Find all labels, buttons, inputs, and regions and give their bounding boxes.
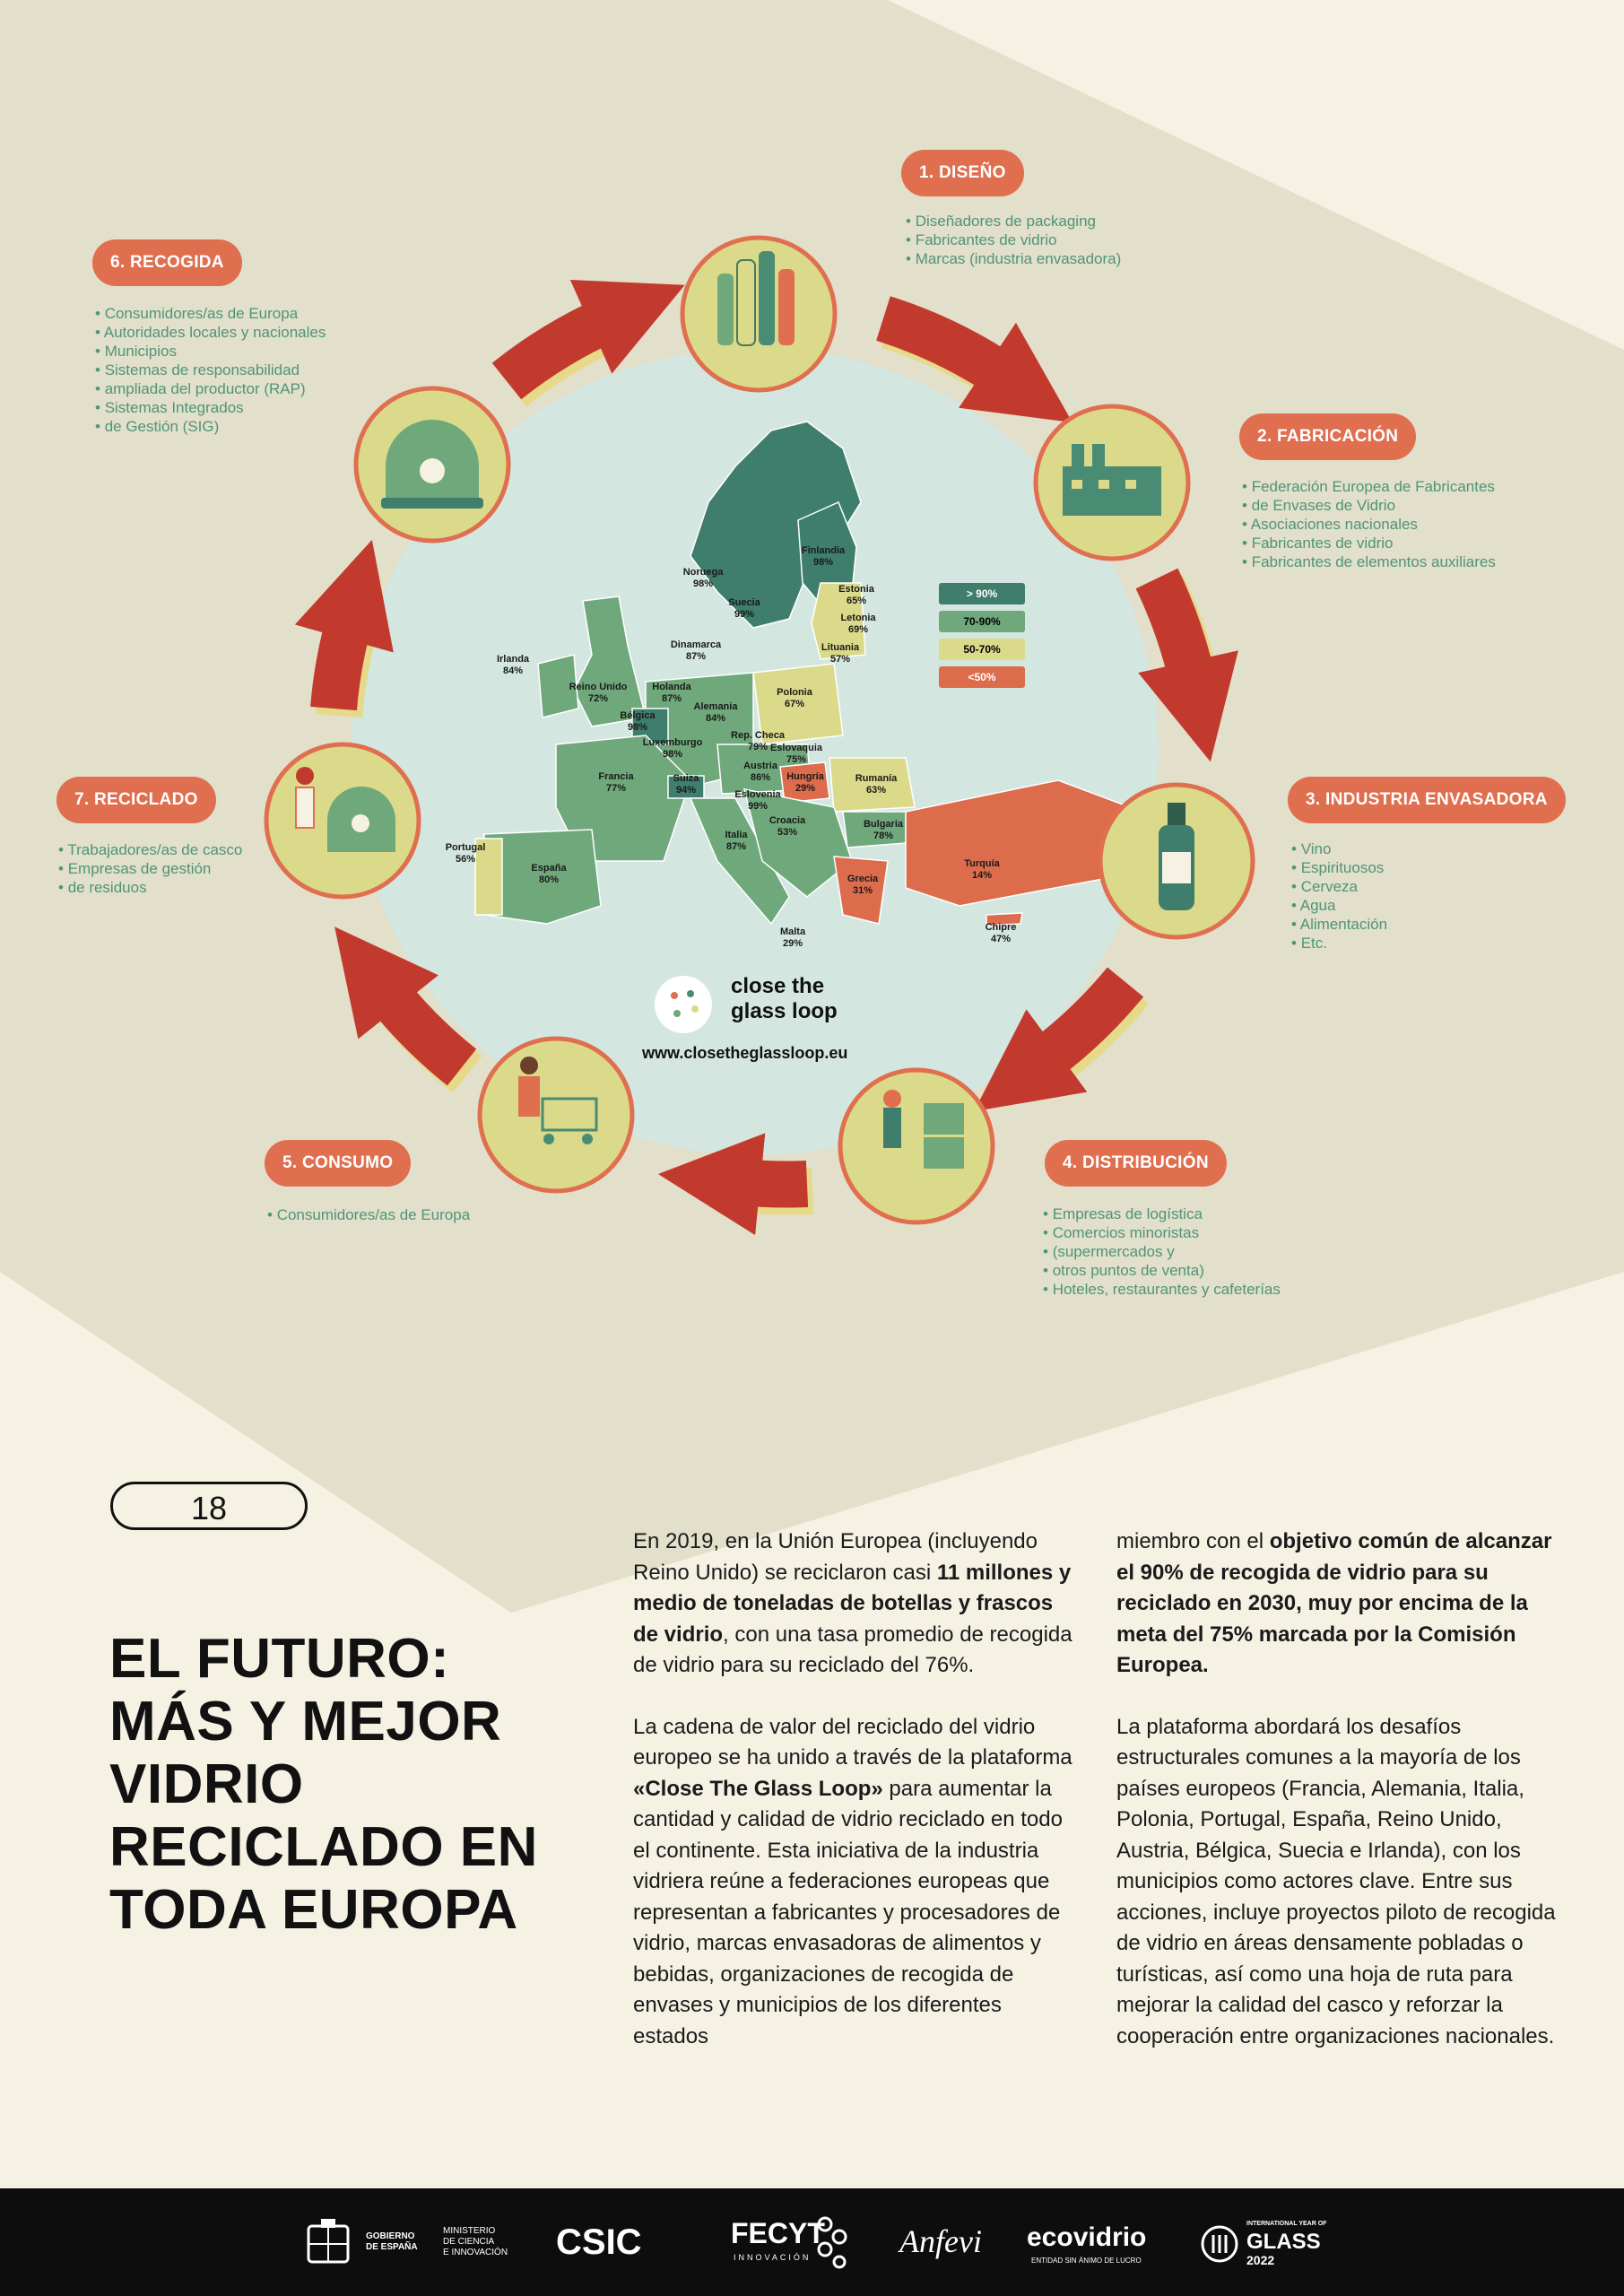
country-value: 65% bbox=[846, 596, 867, 606]
paragraph: La cadena de valor del reciclado del vidrio europeo se ha unido a través de la plataforma «Close The Glass Loop» para aumentar la cantidad y calidad de vidrio reciclado en todo el continente. Esta iniciativa de la industria vidriera reúne a federaciones europeas que representan a fabricantes y procesadores de vidrio, marcas envasadoras de alimentos y bebidas, organizaciones de recogida de envases y municipios de los diferentes estados bbox=[633, 1714, 1073, 2048]
stage-label-recogida: 6. RECOGIDA bbox=[92, 239, 242, 286]
map-country-label bbox=[864, 819, 903, 842]
stage-list-item: • Diseñadores de packaging bbox=[906, 212, 1121, 230]
country-value: 29% bbox=[795, 783, 816, 794]
stage-list-item: • Vino bbox=[1291, 839, 1387, 858]
map-country-label bbox=[734, 789, 780, 813]
country-name: Irlanda bbox=[496, 654, 530, 665]
country-name: Holanda bbox=[652, 682, 691, 692]
brand-line-1: close the bbox=[731, 974, 825, 998]
map-country-label bbox=[652, 682, 690, 705]
country-name: Noruega bbox=[682, 567, 724, 578]
fecyt-subtitle: INNOVACIÓN bbox=[734, 2253, 812, 2262]
country-value: 94% bbox=[675, 785, 697, 796]
headline-line: MÁS Y MEJOR bbox=[109, 1691, 502, 1752]
map-country-label bbox=[964, 858, 1000, 882]
stage-list-envasadora bbox=[1291, 839, 1387, 952]
factory-icon bbox=[1036, 406, 1188, 559]
country-name: Hungría bbox=[786, 771, 824, 782]
legend-50-70: 50-70% bbox=[939, 639, 1025, 660]
country-name: Rep. Checa bbox=[731, 730, 785, 741]
country-value: 31% bbox=[852, 885, 873, 896]
map-country-label bbox=[497, 654, 529, 677]
country-name: Bulgaria bbox=[863, 819, 904, 830]
brand-url[interactable]: www.closetheglassloop.eu bbox=[642, 1044, 848, 1062]
ecovidrio-logo: ecovidrio bbox=[1027, 2222, 1147, 2252]
page-number: 18 bbox=[110, 1482, 308, 1530]
close-the-glass-loop-logo bbox=[655, 976, 712, 1033]
country-name: Italia bbox=[725, 830, 748, 840]
country-value: 77% bbox=[605, 783, 627, 794]
country-value: 87% bbox=[685, 651, 707, 662]
stage-list-consumo bbox=[267, 1205, 470, 1224]
country-name: Chipre bbox=[985, 922, 1017, 933]
map-country-label bbox=[620, 710, 655, 734]
paragraph: En 2019, en la Unión Europea (incluyendo Reino Unido) se reciclaron casi 11 millones y medio de toneladas de botellas y frascos de vidrio, con una tasa promedio de recogida de vidrio para su reciclado del 76%. bbox=[633, 1529, 1073, 1677]
body-column-1 bbox=[633, 1526, 1081, 2083]
stage-list-reciclado bbox=[58, 840, 242, 897]
country-name: Portugal bbox=[445, 842, 486, 853]
stage-label-envasadora: 3. INDUSTRIA ENVASADORA bbox=[1288, 777, 1566, 823]
anfevi-logo: Anfevi bbox=[899, 2223, 982, 2259]
map-country-label bbox=[643, 737, 703, 761]
country-name: Austria bbox=[743, 761, 777, 771]
country-name: Bélgica bbox=[620, 710, 656, 721]
stage-list-item: • Empresas de gestión bbox=[58, 859, 242, 878]
stage-list-item: • Marcas (industria envasadora) bbox=[906, 249, 1121, 268]
coat-of-arms-icon bbox=[303, 2217, 353, 2271]
country-name: Finlandia bbox=[801, 545, 846, 556]
stage-list-item: • Agua bbox=[1291, 896, 1387, 915]
country-value: 98% bbox=[692, 578, 714, 589]
bottle-icon bbox=[1100, 785, 1253, 937]
country-value: 78% bbox=[873, 831, 894, 841]
stage-list-item: • Fabricantes de vidrio bbox=[906, 230, 1121, 249]
stage-list-item: • de Gestión (SIG) bbox=[95, 417, 326, 436]
stage-list-item: • Consumidores/as de Europa bbox=[95, 304, 326, 323]
stage-list-diseno bbox=[906, 212, 1121, 268]
stage-list-item: • Trabajadores/as de casco bbox=[58, 840, 242, 859]
map-country-label bbox=[569, 682, 628, 705]
stage-list-distribucion bbox=[1043, 1205, 1281, 1299]
stage-list-item: • Consumidores/as de Europa bbox=[267, 1205, 470, 1224]
country-name: Lituania bbox=[821, 642, 860, 653]
country-value: 98% bbox=[662, 749, 683, 760]
map-country-label bbox=[743, 761, 777, 784]
gobierno-logo-text: GOBIERNO DE ESPAÑA bbox=[366, 2231, 418, 2252]
country-value: 53% bbox=[777, 827, 798, 838]
country-value: 72% bbox=[587, 693, 609, 704]
country-name: Estonia bbox=[838, 584, 874, 595]
country-name: Croacia bbox=[769, 815, 806, 826]
legend-under-50: <50% bbox=[939, 666, 1025, 688]
stage-label-reciclado: 7. RECICLADO bbox=[56, 777, 216, 823]
country-value: 99% bbox=[734, 609, 755, 620]
map-country-label bbox=[786, 771, 824, 795]
country-value: 98% bbox=[812, 557, 834, 568]
country-name: Francia bbox=[598, 771, 634, 782]
country-name: Eslovaquia bbox=[769, 743, 823, 753]
country-name: Suiza bbox=[673, 773, 699, 784]
stage-label-fabricacion: 2. FABRICACIÓN bbox=[1239, 413, 1416, 460]
stage-list-item: • Alimentación bbox=[1291, 915, 1387, 934]
stage-list-item: • Federación Europea de Fabricantes bbox=[1242, 477, 1496, 496]
stage-list-item: • ampliada del productor (RAP) bbox=[95, 379, 326, 398]
stage-list-item: • (supermercados y bbox=[1043, 1242, 1281, 1261]
map-country-label bbox=[725, 830, 747, 853]
csic-logo: CSIC bbox=[556, 2222, 642, 2262]
stage-list-item: • Asociaciones nacionales bbox=[1242, 515, 1496, 534]
ecovidrio-subtitle: ENTIDAD SIN ÁNIMO DE LUCRO bbox=[1031, 2257, 1142, 2265]
stage-list-item: • de residuos bbox=[58, 878, 242, 897]
map-country-label bbox=[821, 642, 859, 665]
paragraph: La plataforma abordará los desafíos estructurales comunes a la mayoría de los países europeos (Francia, Alemania, Italia, Polonia, Portugal, España, Reino Unido, Austria, Bélgica, Suecia e Irlanda), con los municipios como actores clave. Entre sus acciones, incluye proyectos piloto de recogida de vidrio en áreas densamente pobladas o turísticas, así como una hoja de ruta para mejorar la calidad del casco y reforzar la cooperación entre organizaciones nacionales. bbox=[1116, 1714, 1556, 2048]
stage-list-item: • de Envases de Vidrio bbox=[1242, 496, 1496, 515]
country-value: 63% bbox=[865, 785, 887, 796]
ministerio-logo-text: MINISTERIO DE CIENCIA E INNOVACIÓN bbox=[443, 2226, 508, 2257]
glass-year-top: INTERNATIONAL YEAR OF bbox=[1246, 2221, 1327, 2227]
map-country-label bbox=[770, 743, 822, 766]
country-value: 84% bbox=[502, 665, 524, 676]
map-country-label bbox=[683, 567, 724, 590]
country-value: 86% bbox=[750, 772, 771, 783]
country-name: Luxemburgo bbox=[642, 737, 703, 748]
stage-list-item: • Comercios minoristas bbox=[1043, 1223, 1281, 1242]
stage-list-item: • Fabricantes de vidrio bbox=[1242, 534, 1496, 552]
glass-year-emblem-icon bbox=[1200, 2224, 1239, 2264]
map-country-label bbox=[598, 771, 633, 795]
stage-list-fabricacion bbox=[1242, 477, 1496, 571]
stage-list-item: • Hoteles, restaurantes y cafeterías bbox=[1043, 1280, 1281, 1299]
design-icon bbox=[682, 238, 835, 390]
country-value: 98% bbox=[627, 722, 648, 733]
map-country-label bbox=[780, 926, 805, 950]
country-value: 87% bbox=[725, 841, 747, 852]
stage-label-consumo: 5. CONSUMO bbox=[265, 1140, 411, 1187]
legend-70-90: 70-90% bbox=[939, 611, 1025, 632]
country-name: Grecia bbox=[847, 874, 879, 884]
stage-list-item: • Etc. bbox=[1291, 934, 1387, 952]
map-country-label bbox=[728, 597, 760, 621]
country-name: Letonia bbox=[840, 613, 876, 623]
map-country-label bbox=[847, 874, 878, 897]
footer-logos bbox=[0, 2188, 1624, 2296]
page-title bbox=[109, 1628, 612, 1942]
country-name: España bbox=[531, 863, 567, 874]
country-value: 57% bbox=[829, 654, 851, 665]
country-name: Eslovenia bbox=[734, 789, 781, 800]
fecyt-logo: FECYT bbox=[731, 2217, 825, 2249]
delivery-icon bbox=[840, 1070, 993, 1222]
map-country-label bbox=[777, 687, 812, 710]
stage-list-item: • Empresas de logística bbox=[1043, 1205, 1281, 1223]
headline-line: RECICLADO EN bbox=[109, 1816, 538, 1878]
country-value: 79% bbox=[747, 742, 769, 752]
country-name: Malta bbox=[779, 926, 806, 937]
country-value: 29% bbox=[782, 938, 803, 949]
stage-label-diseno: 1. DISEÑO bbox=[901, 150, 1024, 196]
map-country-label bbox=[694, 701, 738, 725]
body-column-2 bbox=[1116, 1526, 1565, 2083]
country-name: Turquía bbox=[964, 858, 1000, 869]
country-name: Dinamarca bbox=[670, 639, 722, 650]
map-country-label bbox=[671, 639, 721, 663]
map-country-label bbox=[855, 773, 897, 796]
country-name: Rumanía bbox=[855, 773, 898, 784]
headline-line: VIDRIO bbox=[109, 1753, 304, 1815]
stage-list-item: • Cerveza bbox=[1291, 877, 1387, 896]
shopping-cart-icon bbox=[480, 1039, 632, 1191]
headline-line: TODA EUROPA bbox=[109, 1879, 518, 1941]
map-country-label bbox=[769, 815, 805, 839]
country-name: Polonia bbox=[777, 687, 812, 698]
map-country-label bbox=[840, 613, 875, 636]
map-country-label bbox=[531, 863, 566, 886]
country-value: 84% bbox=[705, 713, 726, 724]
fecyt-dots-icon bbox=[814, 2215, 850, 2269]
country-value: 47% bbox=[990, 934, 1012, 944]
country-name: Alemania bbox=[693, 701, 738, 712]
stage-list-item: • Espirituosos bbox=[1291, 858, 1387, 877]
brand-name bbox=[731, 974, 838, 1024]
stage-list-item: • Municipios bbox=[95, 342, 326, 361]
country-value: 99% bbox=[747, 801, 769, 812]
stage-label-distribucion: 4. DISTRIBUCIÓN bbox=[1045, 1140, 1227, 1187]
country-value: 14% bbox=[971, 870, 993, 881]
glass-year-number: 2022 bbox=[1246, 2253, 1275, 2267]
container-icon bbox=[356, 388, 508, 541]
brand-line-2: glass loop bbox=[731, 999, 838, 1023]
country-value: 69% bbox=[847, 624, 869, 635]
paragraph: miembro con el objetivo común de alcanzar el 90% de recogida de vidrio para su reciclado en 2030, muy por encima de la meta del 75% marcada por la Comisión Europea. bbox=[1116, 1529, 1552, 1677]
country-name: Reino Unido bbox=[569, 682, 628, 692]
map-country-label bbox=[838, 584, 874, 607]
stage-list-item: • otros puntos de venta) bbox=[1043, 1261, 1281, 1280]
stage-list-recogida bbox=[95, 304, 326, 436]
map-country-label bbox=[673, 773, 699, 796]
country-value: 75% bbox=[786, 754, 807, 765]
country-name: Suecia bbox=[728, 597, 760, 608]
legend-over-90: > 90% bbox=[939, 583, 1025, 604]
headline-line: EL FUTURO: bbox=[109, 1628, 450, 1690]
recycling-worker-icon bbox=[266, 744, 419, 897]
map-country-label bbox=[446, 842, 486, 865]
glass-year-logo: GLASS bbox=[1246, 2230, 1321, 2254]
map-country-label bbox=[802, 545, 845, 569]
stage-list-item: • Sistemas Integrados bbox=[95, 398, 326, 417]
country-value: 67% bbox=[784, 699, 805, 709]
country-value: 80% bbox=[538, 874, 560, 885]
country-value: 87% bbox=[661, 693, 682, 704]
country-value: 56% bbox=[455, 854, 476, 865]
stage-list-item: • Sistemas de responsabilidad bbox=[95, 361, 326, 379]
stage-list-item: • Fabricantes de elementos auxiliares bbox=[1242, 552, 1496, 571]
stage-list-item: • Autoridades locales y nacionales bbox=[95, 323, 326, 342]
map-country-label bbox=[986, 922, 1017, 945]
